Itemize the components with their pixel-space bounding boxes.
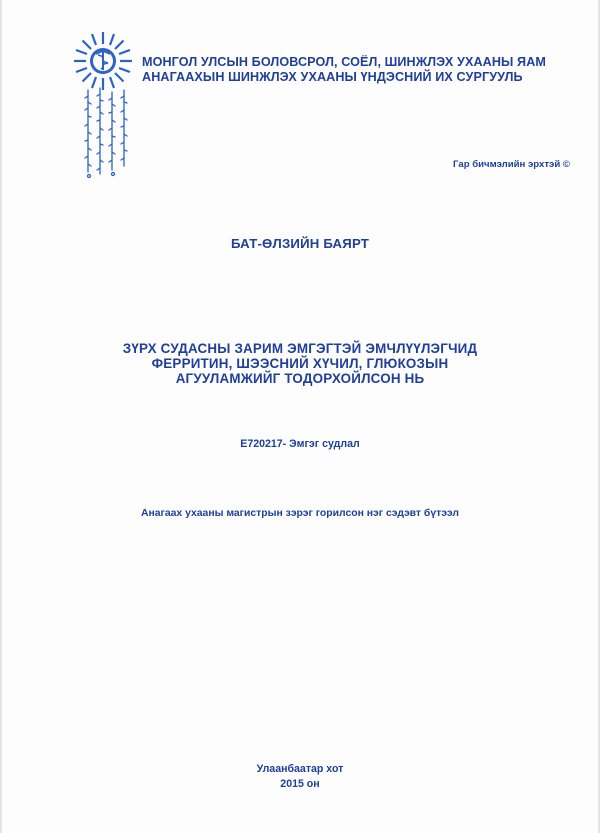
degree-statement: Анагаах ухааны магистрын зэрэг горилсон нэг сэдэвт бүтээл <box>140 508 460 519</box>
author-name: БАТ-ӨЛЗИЙН БАЯРТ <box>230 236 370 251</box>
university-emblem-icon <box>72 30 134 92</box>
thesis-title-line-1: ЗҮРХ СУДАСНЫ ЗАРИМ ЭМГЭГТЭЙ ЭМЧЛҮҮЛЭГЧИД <box>122 341 478 356</box>
copyright-notice: Гар бичмэлийн эрхтэй © <box>453 159 570 170</box>
thesis-title-line-3: АГУУЛАМЖИЙГ ТОДОРХОЙЛСОН НЬ <box>175 371 425 386</box>
ministry-name: МОНГОЛ УЛСЫН БОЛОВСРОЛ, СОЁЛ, ШИНЖЛЭХ УХААНЫ ЯАМ <box>142 55 546 69</box>
specialty-code: Е720217- Эмгэг судлал <box>240 438 360 450</box>
mongolian-script-icon <box>82 86 134 178</box>
place-name: Улаанбаатар хот <box>256 763 344 775</box>
year: 2015 он <box>280 778 320 790</box>
scan-edge-left <box>0 0 3 833</box>
thesis-title-line-2: ФЕРРИТИН, ШЭЭСНИЙ ХҮЧИЛ, ГЛЮКОЗЫН <box>151 356 449 371</box>
university-name: АНАГААХЫН ШИНЖЛЭХ УХААНЫ ҮНДЭСНИЙ ИХ СУРГУУЛЬ <box>142 70 523 84</box>
